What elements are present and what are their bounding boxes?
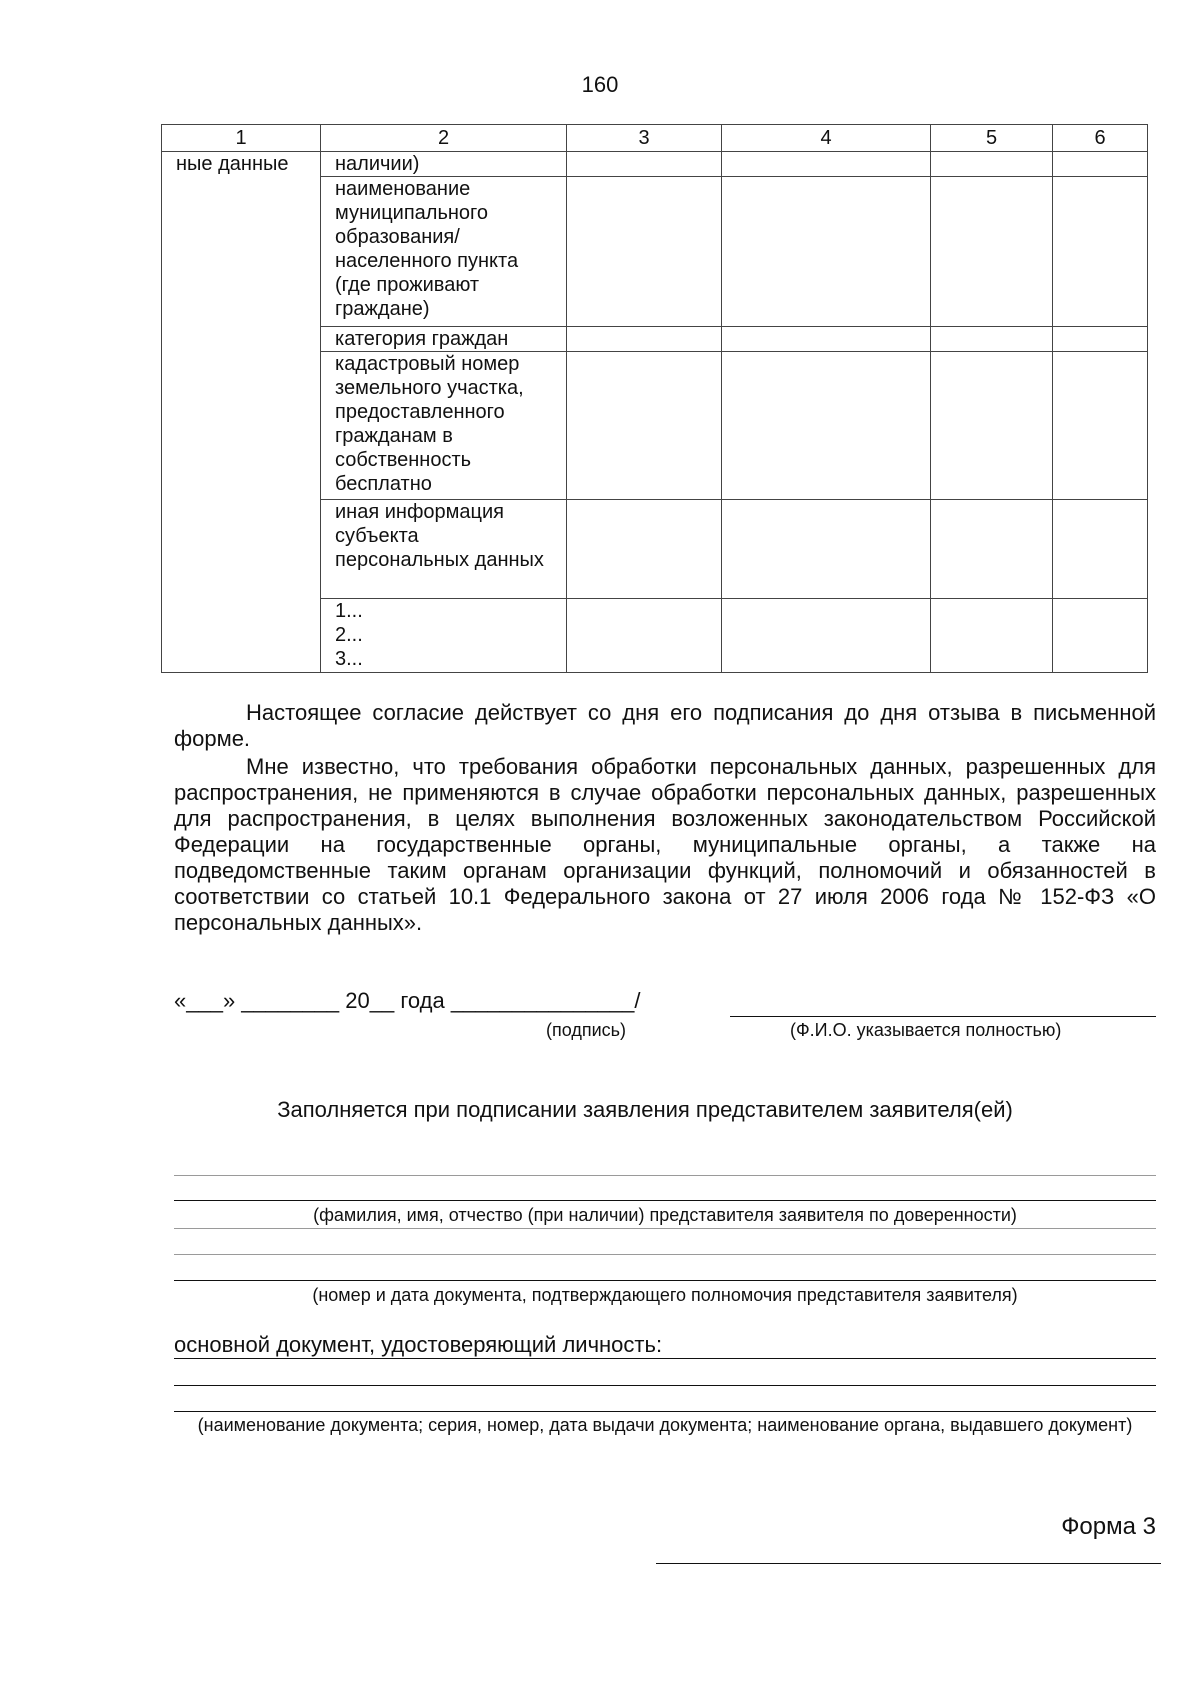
fill-line — [174, 1358, 1156, 1359]
representative-name-caption: (фамилия, имя, отчество (при наличии) представителя заявителя по доверенности) — [313, 1205, 1017, 1225]
empty-cell — [931, 500, 1053, 599]
date-signature-line: «___» ________ 20__ года _______________/ — [174, 988, 641, 1013]
empty-cell — [567, 352, 722, 500]
fio-line — [730, 1016, 1156, 1017]
personal-data-table — [161, 124, 1148, 673]
disclaimer-paragraph: Мне известно, что требования обработки персональных данных, разрешенных для распространения, не применяются в случае обработки персональных данных, разрешенных для распространения, в целях выполнения возложенных законодательством Российской Федерации на государственные органы, муниципальные органы, а также на подведомственные таким органам организации функций, полномочий и обязанностей в соответствии со статьей 10.1 Федерального закона от 27 июля 2006 года № 152-ФЗ «О персональных данных». — [174, 754, 1156, 935]
fill-line — [174, 1280, 1156, 1281]
empty-cell — [931, 327, 1053, 352]
signature-caption: (подпись) — [546, 1020, 627, 1040]
page-number: 160 — [581, 72, 619, 97]
list-item: 2... — [335, 624, 363, 646]
row-label-list — [321, 599, 567, 673]
empty-cell — [1053, 152, 1148, 177]
empty-cell — [567, 177, 722, 327]
column-header: 5 — [931, 125, 1053, 152]
empty-cell — [931, 177, 1053, 327]
empty-cell — [722, 352, 931, 500]
category-cell: ные данные — [162, 152, 321, 673]
empty-cell — [931, 352, 1053, 500]
row-label: кадастровый номер земельного участка, предоставленного гражданам в собственность бесплатно — [321, 352, 567, 500]
empty-cell — [931, 152, 1053, 177]
consent-paragraph: Настоящее согласие действует со дня его подписания до дня отзыва в письменной форме. — [174, 700, 1156, 751]
empty-cell — [722, 500, 931, 599]
fill-line — [174, 1200, 1156, 1201]
column-header: 1 — [162, 125, 321, 152]
table-header-row — [162, 125, 1148, 152]
empty-cell — [1053, 327, 1148, 352]
fio-caption: (Ф.И.О. указывается полностью) — [790, 1020, 1062, 1040]
empty-cell — [567, 327, 722, 352]
empty-cell — [567, 599, 722, 673]
row-label: наименование муниципального образования/ населенного пункта (где проживают граждане) — [321, 177, 567, 327]
form-label: Форма 3 — [1061, 1513, 1156, 1540]
column-header: 2 — [321, 125, 567, 152]
empty-cell — [722, 327, 931, 352]
authority-document-caption: (номер и дата документа, подтверждающего полномочия представителя заявителя) — [312, 1285, 1018, 1305]
row-label: иная информация субъекта персональных данных — [321, 500, 567, 599]
list-item: 1... — [335, 600, 363, 622]
id-document-caption: (наименование документа; серия, номер, дата выдачи документа; наименование органа, выдавшего документ) — [197, 1415, 1133, 1435]
empty-cell — [567, 500, 722, 599]
column-header: 6 — [1053, 125, 1148, 152]
form-underline — [656, 1563, 1161, 1564]
column-header: 3 — [567, 125, 722, 152]
fill-line — [174, 1175, 1156, 1176]
empty-cell — [1053, 352, 1148, 500]
empty-cell — [931, 599, 1053, 673]
empty-cell — [722, 599, 931, 673]
empty-cell — [722, 177, 931, 327]
row-label: категория граждан — [321, 327, 567, 352]
empty-cell — [1053, 500, 1148, 599]
empty-cell — [1053, 599, 1148, 673]
empty-cell — [1053, 177, 1148, 327]
column-header: 4 — [722, 125, 931, 152]
table-row — [162, 152, 1148, 177]
representative-section-title: Заполняется при подписании заявления представителем заявителя(ей) — [277, 1097, 1013, 1122]
row-label: наличии) — [321, 152, 567, 177]
fill-line — [174, 1254, 1156, 1255]
empty-cell — [722, 152, 931, 177]
list-item: 3... — [335, 648, 363, 670]
fill-line — [174, 1385, 1156, 1386]
fill-line — [174, 1228, 1156, 1229]
empty-cell — [567, 152, 722, 177]
id-document-label: основной документ, удостоверяющий личность: — [174, 1332, 663, 1357]
fill-line — [174, 1411, 1156, 1412]
